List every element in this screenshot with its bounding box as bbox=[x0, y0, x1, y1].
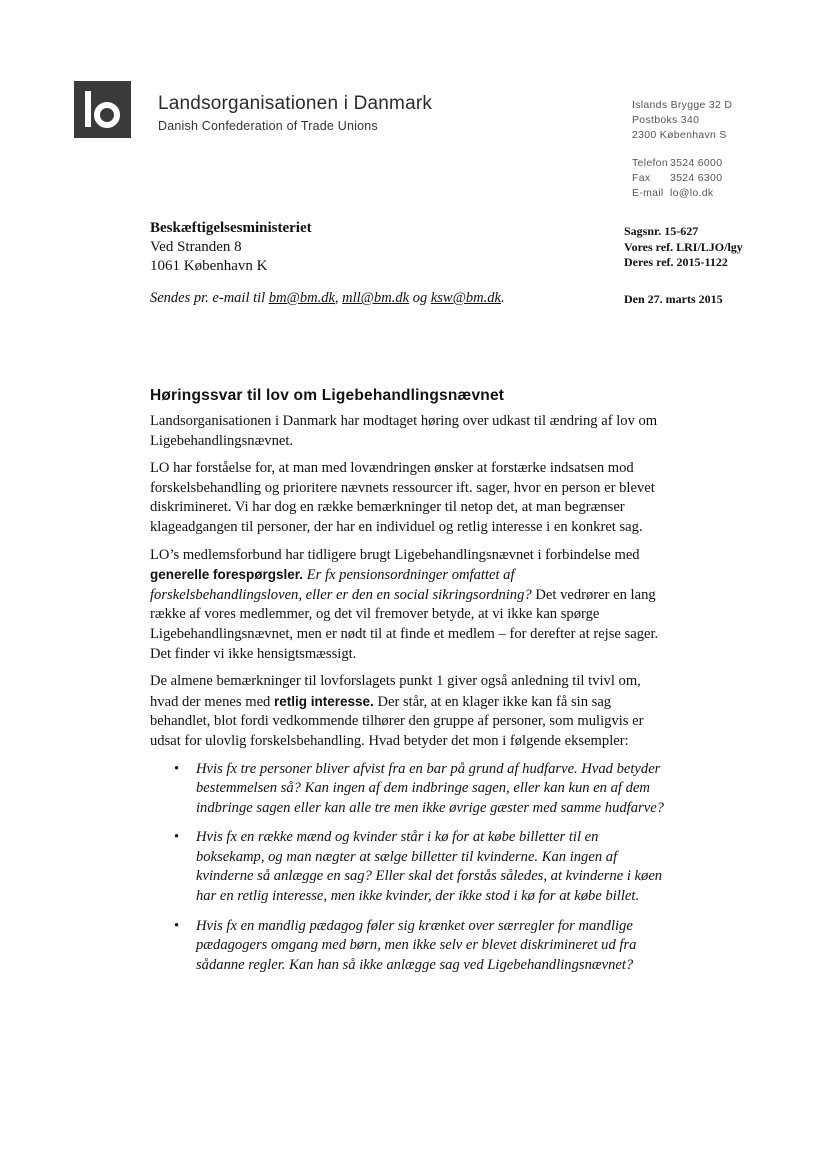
list-item bbox=[150, 917, 670, 976]
paragraph-bold: retlig interesse. bbox=[274, 693, 374, 709]
recipient-line: 1061 København K bbox=[150, 258, 268, 274]
send-line-suffix: . bbox=[500, 290, 505, 306]
recipient-line: Beskæftigelsesministeriet bbox=[150, 220, 312, 236]
contact-label: E-mail bbox=[632, 187, 664, 199]
send-line-prefix: Sendes pr. e-mail til bbox=[150, 290, 266, 306]
bullet: • bbox=[174, 829, 180, 846]
address-line: Islands Brygge 32 D bbox=[632, 99, 733, 111]
letter-heading: Høringssvar til lov om Ligebehandlingsnævnet bbox=[150, 387, 505, 404]
your-reference: Deres ref. 2015-1122 bbox=[624, 255, 728, 269]
contact-row-phone bbox=[632, 156, 722, 171]
email-link[interactable]: ksw@bm.dk bbox=[430, 290, 501, 306]
contact-row-fax bbox=[632, 171, 722, 186]
send-line-separator: , bbox=[334, 290, 339, 306]
address-line: 2300 København S bbox=[632, 129, 727, 141]
paragraph-text: LO’s medlemsforbund har tidligere brugt Ligebehandlingsnævnet i forbindelse med bbox=[150, 546, 640, 563]
paragraph bbox=[150, 672, 670, 751]
paragraph-text: De almene bemærkninger til lovforslagets punkt 1 giver også anledning til tvivl om, hvad der menes med bbox=[150, 673, 641, 710]
contact-label: Telefon bbox=[632, 157, 668, 169]
contact-value: 3524 6000 bbox=[670, 157, 723, 169]
letter-date: Den 27. marts 2015 bbox=[624, 292, 723, 306]
recipient-line: Ved Stranden 8 bbox=[150, 239, 242, 255]
bullet: • bbox=[174, 760, 180, 777]
email-link[interactable]: bm@bm.dk bbox=[268, 290, 335, 306]
reference-block bbox=[624, 224, 743, 271]
organization-name: Landsorganisationen i Danmark bbox=[158, 93, 433, 114]
paragraph-italic: Er fx pensionsordninger omfattet af forskelsbehandlingsloven, eller er den en social sikringsordning? bbox=[150, 567, 532, 603]
send-line-separator: og bbox=[412, 290, 428, 306]
contact-value: 3524 6300 bbox=[670, 172, 723, 184]
list-item-text: Hvis fx tre personer bliver afvist fra en bar på grund af hudfarve. Hvad betyder bestemmelsen så? Kan ingen af dem indbringe sagen, eller kan kun en af dem indbringe sagen eller kan alle tre men ikke øvrige gæster med samme hudfarve? bbox=[196, 760, 664, 816]
contact-label: Fax bbox=[632, 172, 651, 184]
paragraph: LO har forståelse for, at man med lovændringen ønsker at forstærke indsatsen mod forskelsbehandling og prioritere nævnets ressourcer ift. sager, hvor en person er blevet diskrimineret. Vi har dog en række bemærkninger til netop det, at man begrænser klageadgangen til personer, der har en individuel og retlig interesse i en konkret sag. bbox=[150, 460, 655, 535]
address-line: Postboks 340 bbox=[632, 114, 700, 126]
email-link[interactable]: mll@bm.dk bbox=[342, 290, 410, 306]
letter-body bbox=[150, 412, 670, 985]
paragraph-text: Der står, at en klager ikke kan få sin sag behandlet, blot fordi vedkommende tilhører den gruppe af personer, som muligvis er udsat for ulovlig forskelsbehandling. Hvad betyder det mon i følgende eksempler: bbox=[150, 693, 644, 749]
paragraph-text: Det vedrører en lang række af vores medlemmer, og det vil fremover betyde, at vi ikke kan spørge Ligebehandlingsnævnet, men er nødt til at finde et medlem – for derefter at rejse sager. Det finder vi ikke hensigtsmæssigt. bbox=[150, 586, 659, 662]
lo-logo bbox=[74, 81, 131, 138]
bullet: • bbox=[174, 917, 180, 934]
paragraph bbox=[150, 546, 670, 665]
our-reference: Vores ref. LRI/LJO/lgy bbox=[624, 239, 743, 254]
paragraph: Landsorganisationen i Danmark har modtaget høring over udkast til ændring af lov om Ligebehandlingsnævnet. bbox=[150, 413, 658, 449]
case-number: Sagsnr. 15-627 bbox=[624, 224, 699, 238]
contact-row-email bbox=[632, 186, 722, 201]
list-item-text: Hvis fx en mandlig pædagog føler sig krænket over særregler for mandlige pædagogers omgang med børn, men ikke selv er blevet diskrimineret ud fra sådanne regler. Kan han så ikke anlægge sag ved Ligebehandlingsnævnet? bbox=[196, 917, 637, 973]
lo-logo-icon bbox=[74, 81, 131, 138]
list-item bbox=[150, 828, 670, 906]
sender-contact bbox=[632, 156, 722, 201]
list-item-text: Hvis fx en række mænd og kvinder står i kø for at købe billetter til en boksekamp, og man nægter at sælge billetter til kvinderne. Kan ingen af kvinderne så anlægge en sag? Eller skal det forstås således, at kvinderne i køen har en retlig interesse, men ikke kvinder, der ikke stod i kø for at købe billet. bbox=[196, 829, 663, 905]
paragraph-bold: generelle forespørgsler. bbox=[150, 567, 304, 583]
list-item bbox=[150, 760, 670, 819]
organization-subtitle: Danish Confederation of Trade Unions bbox=[158, 119, 378, 133]
send-line bbox=[150, 290, 505, 307]
example-list bbox=[150, 760, 670, 976]
contact-value: lo@lo.dk bbox=[670, 187, 714, 199]
recipient-address bbox=[150, 219, 312, 276]
sender-address bbox=[632, 98, 732, 143]
